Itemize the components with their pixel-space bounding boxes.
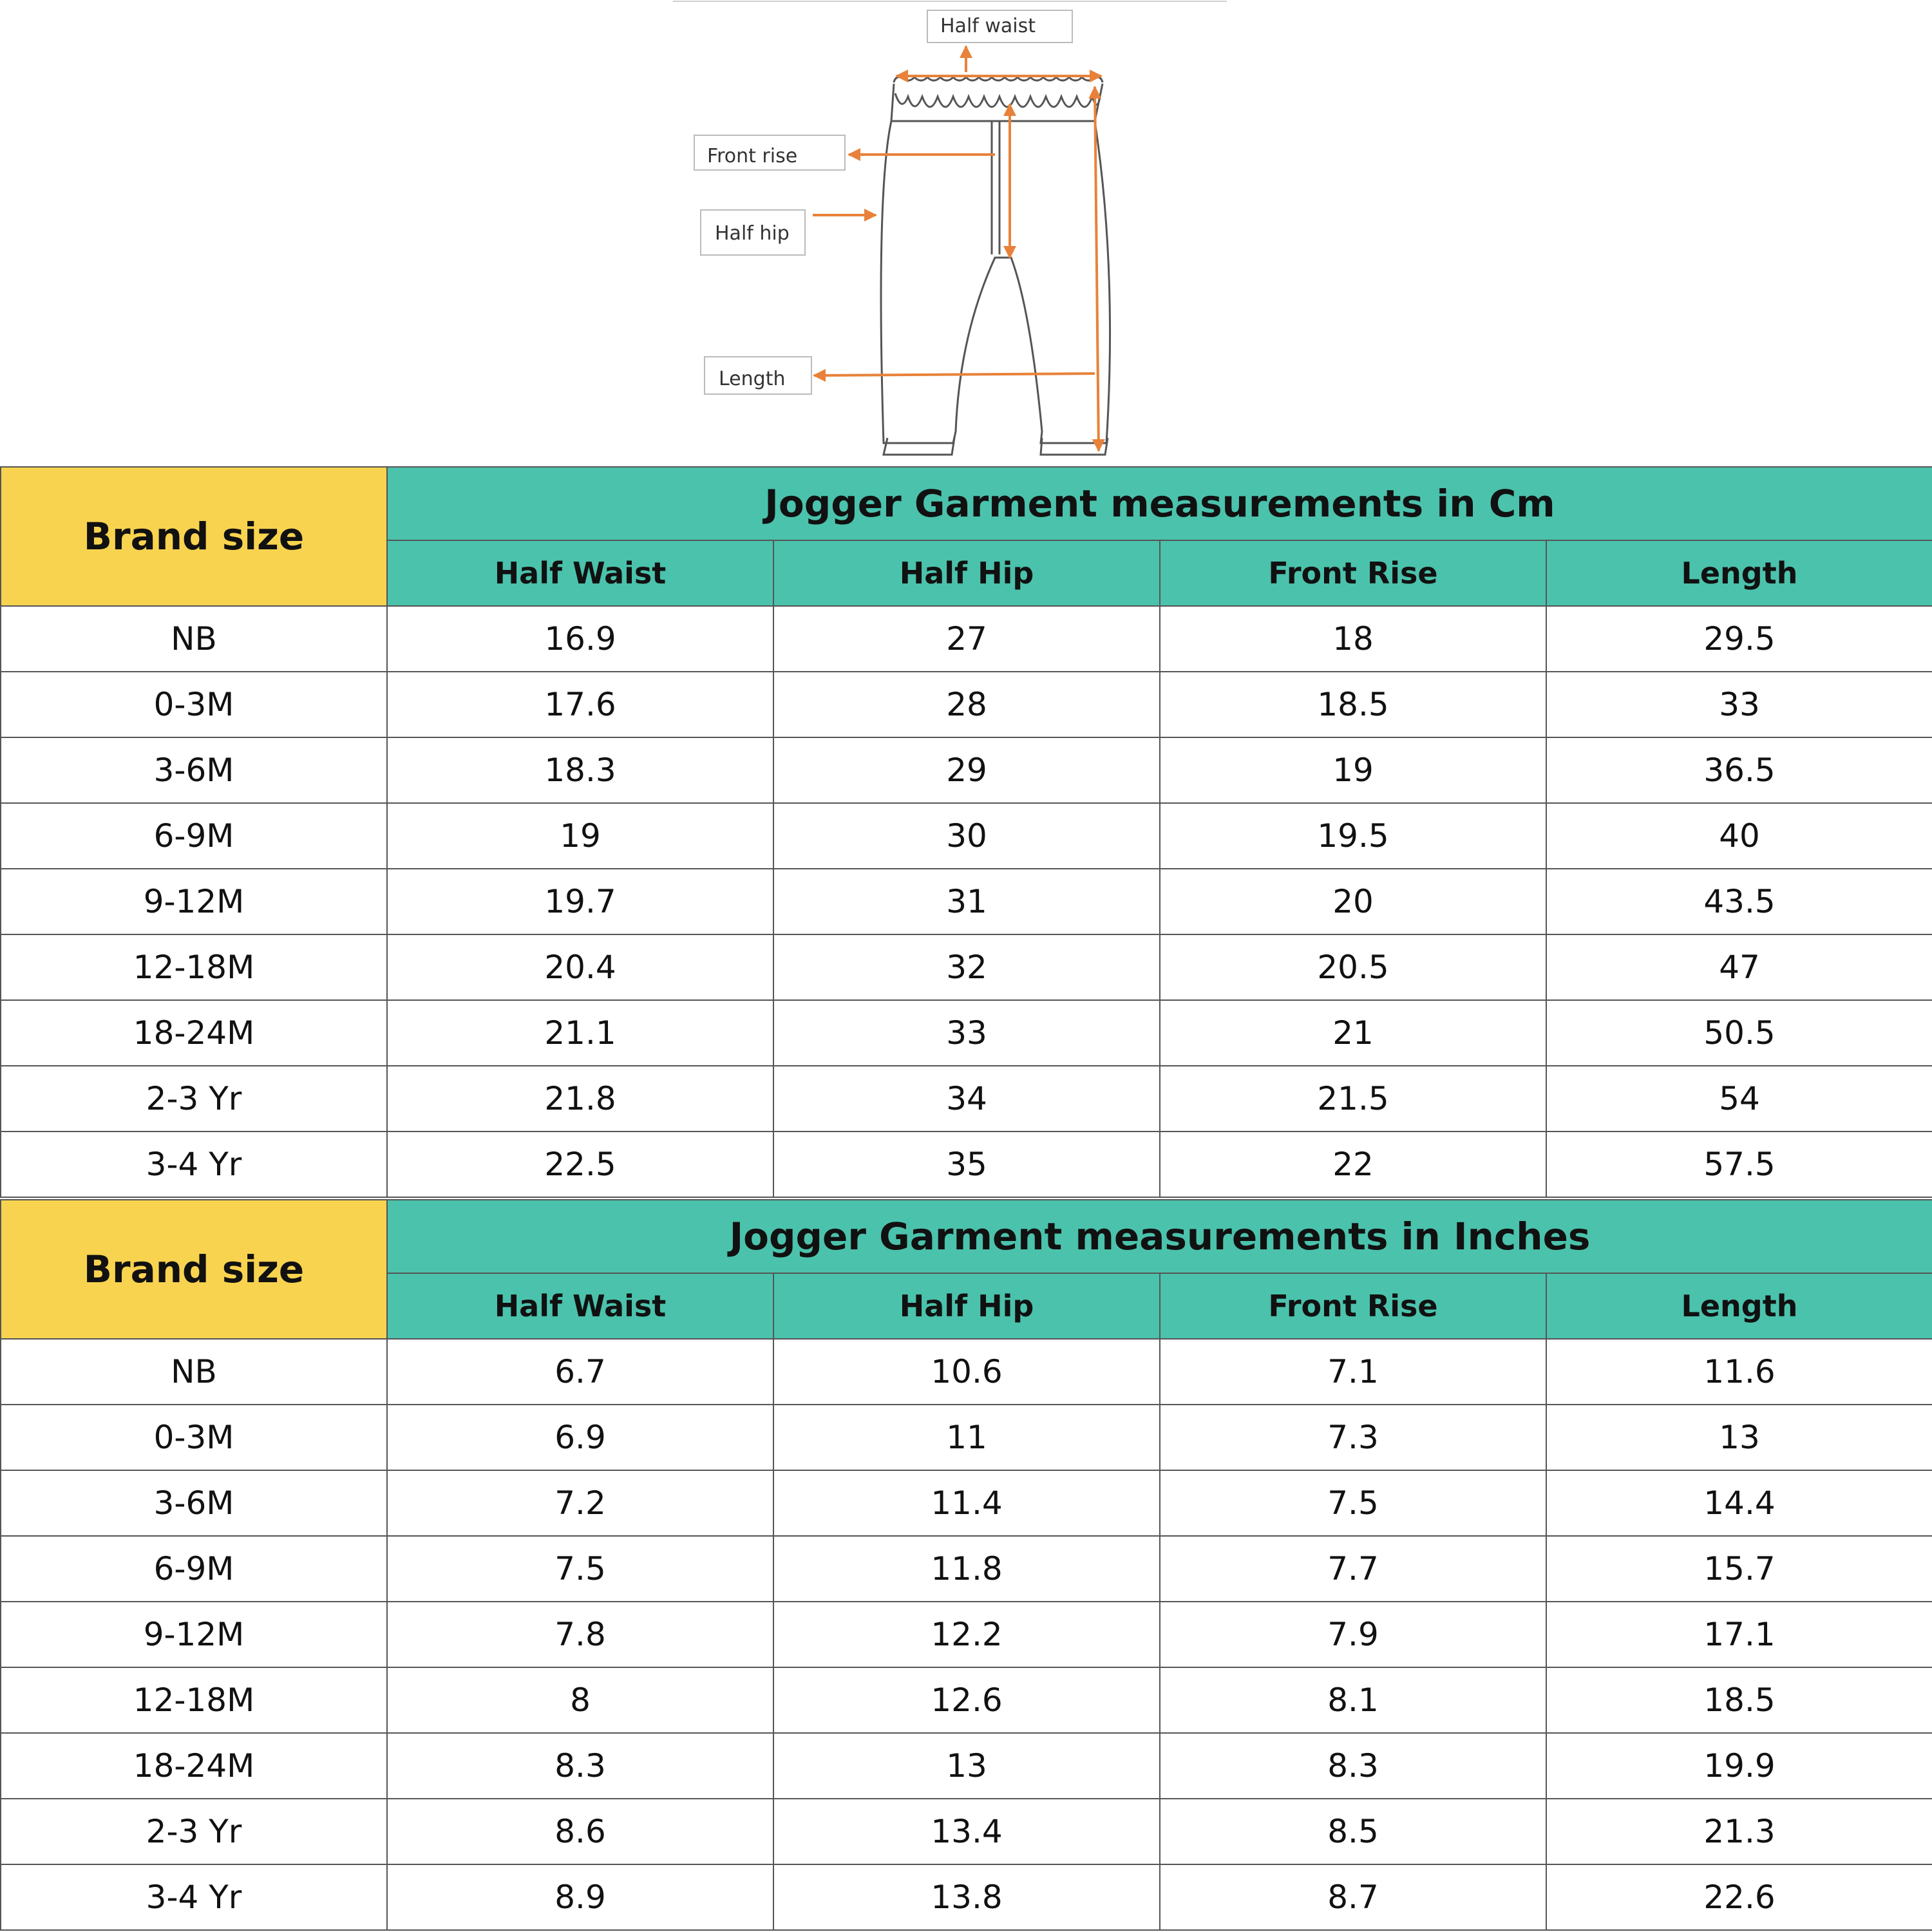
measurement-cell: 11	[773, 1405, 1160, 1470]
measurement-cell: 11.8	[773, 1536, 1160, 1602]
table-row	[1, 1470, 1932, 1536]
measurement-cell: 8.7	[1160, 1864, 1546, 1930]
measurement-cell: 7.5	[387, 1536, 773, 1602]
column-header-half-hip: Half Hip	[773, 540, 1160, 606]
measurement-cell: 7.3	[1160, 1405, 1546, 1470]
measurement-cell: 14.4	[1546, 1470, 1932, 1536]
measurement-cell: 6.7	[387, 1339, 773, 1405]
measurement-arrows	[813, 46, 1101, 451]
column-header-front-rise: Front Rise	[1160, 1273, 1546, 1339]
measurement-cell: 13.8	[773, 1864, 1160, 1930]
size-cell: NB	[1, 1339, 387, 1405]
table-row	[1, 672, 1932, 737]
measurement-cell: 20.4	[387, 934, 773, 1000]
length-label: Length	[719, 368, 786, 390]
size-cell: 3-6M	[1, 737, 387, 803]
measurement-cell: 8.3	[387, 1733, 773, 1799]
measurement-cell: 34	[773, 1066, 1160, 1132]
size-cell: 2-3 Yr	[1, 1799, 387, 1864]
measurement-cell: 7.7	[1160, 1536, 1546, 1602]
measurement-cell: 22.5	[387, 1132, 773, 1197]
measurement-cell: 8	[387, 1667, 773, 1733]
measurement-cell: 13	[1546, 1405, 1932, 1470]
measurement-cell: 11.4	[773, 1470, 1160, 1536]
measurement-cell: 32	[773, 934, 1160, 1000]
table-title: Jogger Garment measurements in Cm	[387, 467, 1932, 540]
half-waist-label: Half waist	[940, 15, 1036, 37]
table-row	[1, 1066, 1932, 1132]
measurement-cell: 22.6	[1546, 1864, 1932, 1930]
column-header-half-waist: Half Waist	[387, 540, 773, 606]
measurement-cell: 12.6	[773, 1667, 1160, 1733]
size-cell: 9-12M	[1, 869, 387, 934]
table-row	[1, 1132, 1932, 1197]
measurement-cell: 6.9	[387, 1405, 773, 1470]
measurement-cell: 47	[1546, 934, 1932, 1000]
measurement-cell: 8.9	[387, 1864, 773, 1930]
measurement-cell: 20	[1160, 869, 1546, 934]
measurement-cell: 18.3	[387, 737, 773, 803]
measurement-cell: 7.2	[387, 1470, 773, 1536]
measurement-cell: 30	[773, 803, 1160, 869]
measurement-cell: 33	[773, 1000, 1160, 1066]
measurement-cell: 33	[1546, 672, 1932, 737]
measurement-cell: 12.2	[773, 1602, 1160, 1667]
measurement-cell: 11.6	[1546, 1339, 1932, 1405]
half-hip-label: Half hip	[715, 222, 790, 245]
size-cell: 3-6M	[1, 1470, 387, 1536]
measurement-cell: 18	[1160, 606, 1546, 672]
measurement-cell: 8.5	[1160, 1799, 1546, 1864]
table-row	[1, 1339, 1932, 1405]
size-cell: 0-3M	[1, 1405, 387, 1470]
size-cell: 18-24M	[1, 1733, 387, 1799]
cm-table-body	[1, 606, 1932, 1197]
size-cell: 3-4 Yr	[1, 1132, 387, 1197]
table-row	[1, 606, 1932, 672]
measurement-cell: 21.5	[1160, 1066, 1546, 1132]
measurement-cell: 7.5	[1160, 1470, 1546, 1536]
inches-table-body	[1, 1339, 1932, 1930]
pants-outline	[881, 121, 1110, 455]
jogger-diagram	[670, 0, 1236, 466]
measurement-cell: 27	[773, 606, 1160, 672]
measurement-cell: 22	[1160, 1132, 1546, 1197]
size-cell: 18-24M	[1, 1000, 387, 1066]
measurement-cell: 29.5	[1546, 606, 1932, 672]
waistband	[891, 77, 1103, 121]
measurement-cell: 21	[1160, 1000, 1546, 1066]
front-rise-label: Front rise	[707, 145, 798, 167]
measurement-cell: 18.5	[1160, 672, 1546, 737]
measurement-cell: 7.9	[1160, 1602, 1546, 1667]
size-cell: 12-18M	[1, 934, 387, 1000]
measurement-cell: 54	[1546, 1066, 1932, 1132]
size-cell: 12-18M	[1, 1667, 387, 1733]
measurement-cell: 35	[773, 1132, 1160, 1197]
table-title: Jogger Garment measurements in Inches	[387, 1200, 1932, 1273]
size-cell: 6-9M	[1, 1536, 387, 1602]
column-header-length: Length	[1546, 540, 1932, 606]
table-row	[1, 1405, 1932, 1470]
measurement-cell: 21.8	[387, 1066, 773, 1132]
measurement-cell: 18.5	[1546, 1667, 1932, 1733]
table-row	[1, 803, 1932, 869]
measurement-cell: 29	[773, 737, 1160, 803]
measurement-cell: 28	[773, 672, 1160, 737]
table-row	[1, 1602, 1932, 1667]
measurement-cell: 17.1	[1546, 1602, 1932, 1667]
measurement-cell: 10.6	[773, 1339, 1160, 1405]
column-header-half-waist: Half Waist	[387, 1273, 773, 1339]
measurement-cell: 7.8	[387, 1602, 773, 1667]
measurement-cell: 8.6	[387, 1799, 773, 1864]
column-header-length: Length	[1546, 1273, 1932, 1339]
measurement-cell: 8.1	[1160, 1667, 1546, 1733]
measurement-cell: 8.3	[1160, 1733, 1546, 1799]
measurement-cell: 20.5	[1160, 934, 1546, 1000]
table-row	[1, 934, 1932, 1000]
table-row	[1, 1799, 1932, 1864]
measurement-cell: 13.4	[773, 1799, 1160, 1864]
measurement-cell: 19.7	[387, 869, 773, 934]
table-row	[1, 1733, 1932, 1799]
measurement-cell: 16.9	[387, 606, 773, 672]
measurement-cell: 50.5	[1546, 1000, 1932, 1066]
measurement-cell: 19	[387, 803, 773, 869]
measurement-cell: 40	[1546, 803, 1932, 869]
table-row	[1, 737, 1932, 803]
measurement-cell: 57.5	[1546, 1132, 1932, 1197]
cm-measurements-table	[0, 466, 1932, 1198]
table-row	[1, 1000, 1932, 1066]
table-row	[1, 1667, 1932, 1733]
measurement-cell: 13	[773, 1733, 1160, 1799]
measurement-cell: 19.9	[1546, 1733, 1932, 1799]
measurement-cell: 36.5	[1546, 737, 1932, 803]
size-cell: 2-3 Yr	[1, 1066, 387, 1132]
measurement-cell: 19	[1160, 737, 1546, 803]
measurement-cell: 21.1	[387, 1000, 773, 1066]
column-header-half-hip: Half Hip	[773, 1273, 1160, 1339]
size-cell: 0-3M	[1, 672, 387, 737]
brand-size-header: Brand size	[1, 1200, 387, 1339]
table-row	[1, 1864, 1932, 1930]
measurement-cell: 31	[773, 869, 1160, 934]
measurement-cell: 17.6	[387, 672, 773, 737]
measurement-cell: 19.5	[1160, 803, 1546, 869]
inches-measurements-table	[0, 1199, 1932, 1931]
measurement-cell: 7.1	[1160, 1339, 1546, 1405]
measurement-cell: 43.5	[1546, 869, 1932, 934]
table-row	[1, 869, 1932, 934]
size-cell: 3-4 Yr	[1, 1864, 387, 1930]
column-header-front-rise: Front Rise	[1160, 540, 1546, 606]
measurement-cell: 21.3	[1546, 1799, 1932, 1864]
table-row	[1, 1536, 1932, 1602]
brand-size-header: Brand size	[1, 467, 387, 606]
size-cell: NB	[1, 606, 387, 672]
measurement-cell: 15.7	[1546, 1536, 1932, 1602]
size-cell: 6-9M	[1, 803, 387, 869]
size-cell: 9-12M	[1, 1602, 387, 1667]
